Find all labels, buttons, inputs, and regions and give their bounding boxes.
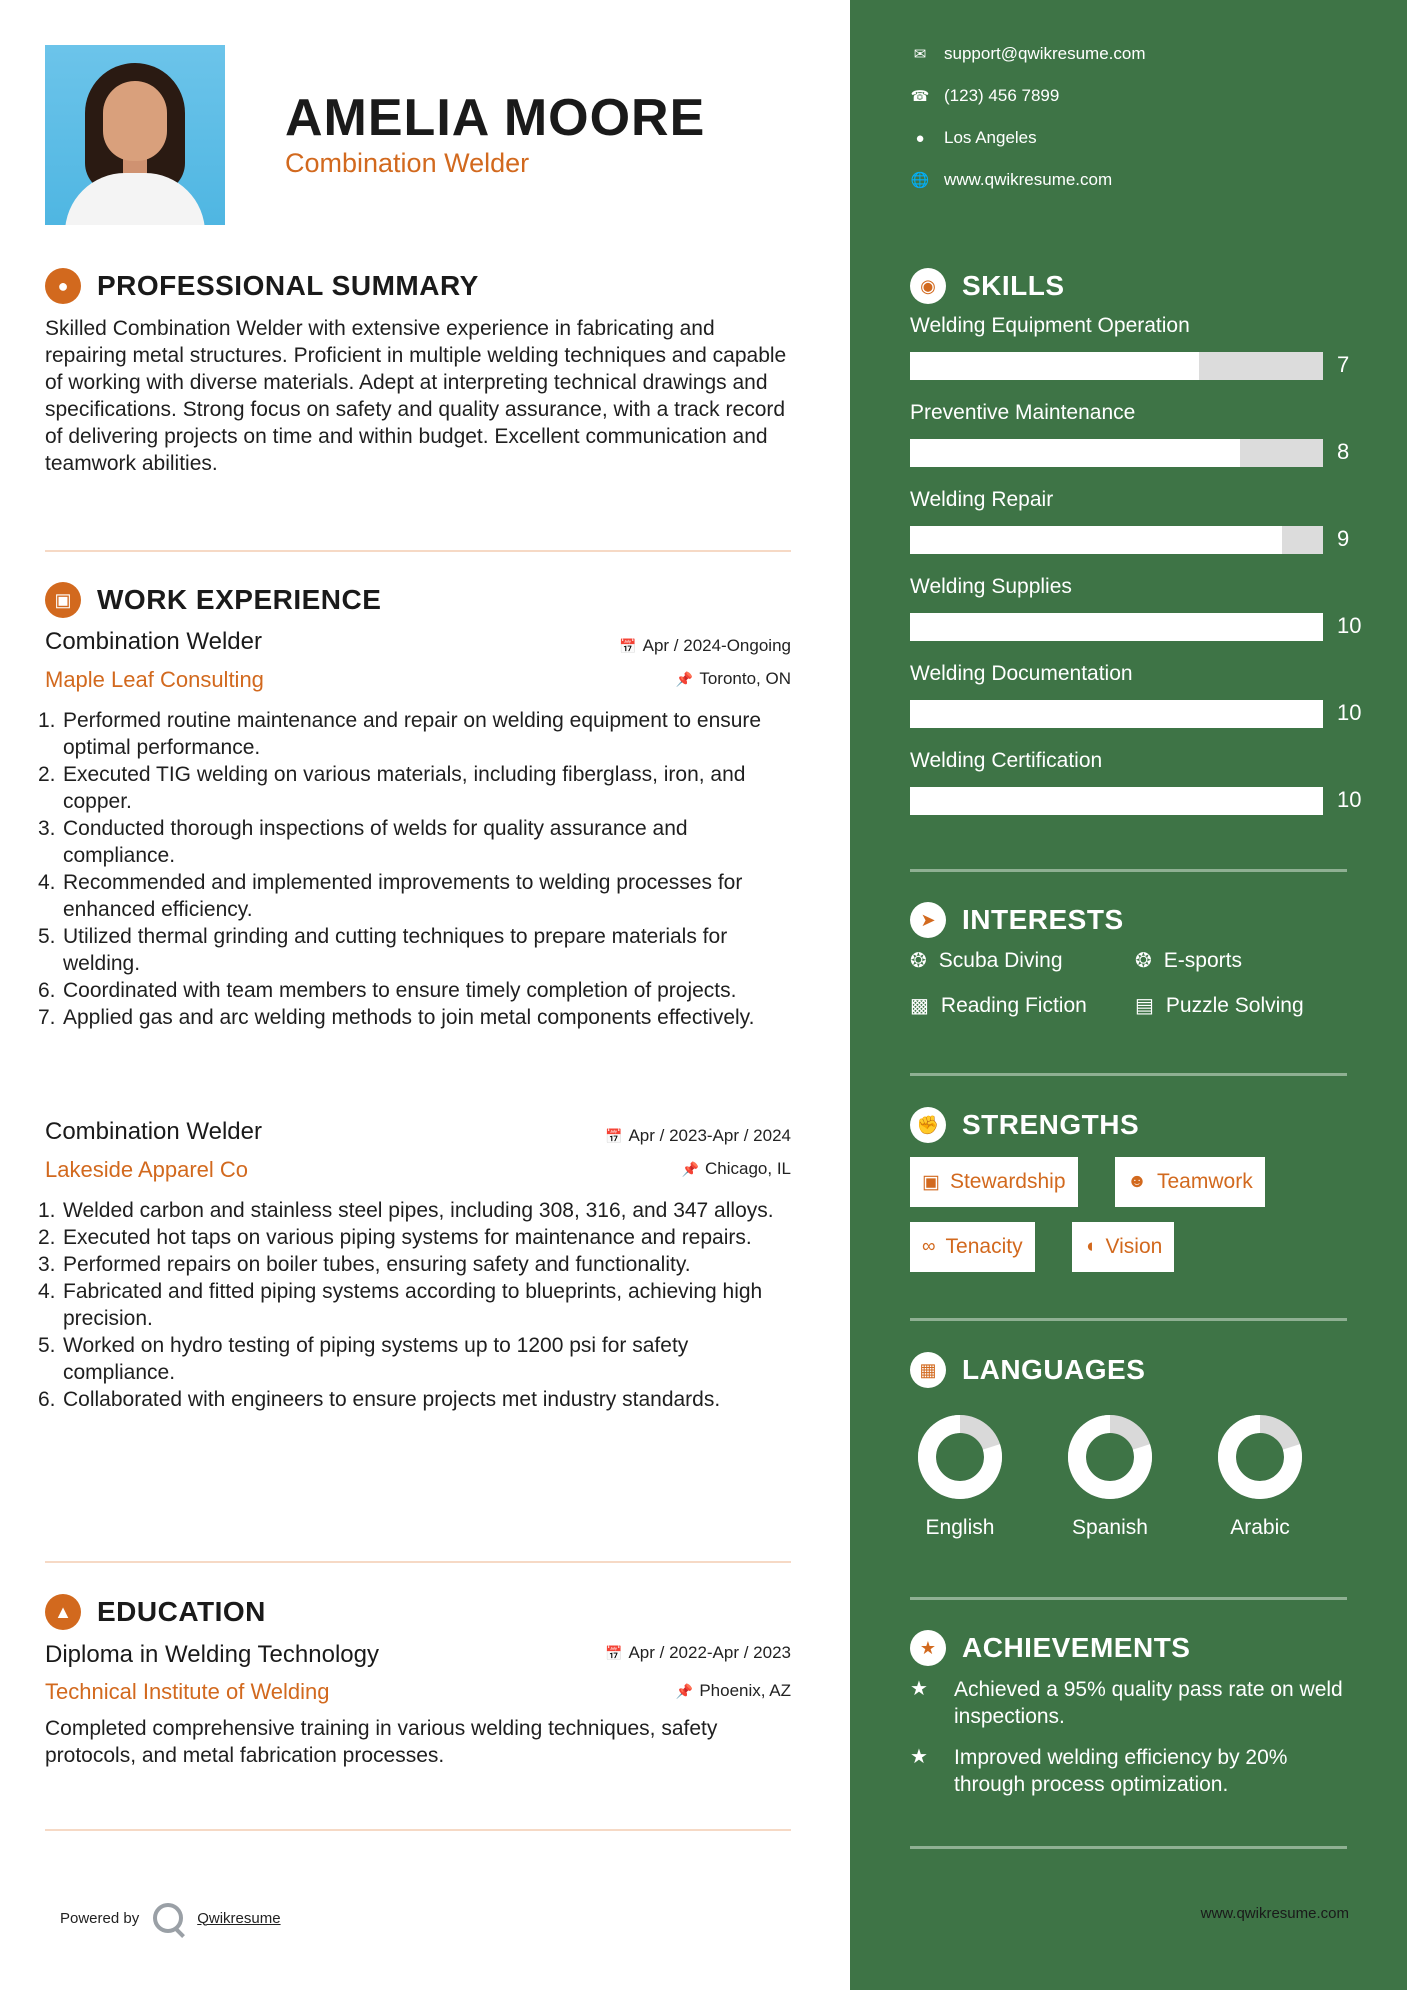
language-spanish — [1060, 1412, 1160, 1540]
pin-icon: 📌 — [675, 671, 694, 687]
interests-header — [910, 902, 1124, 938]
shooting-star-icon: ★ — [910, 1678, 928, 1700]
job-company: Maple Leaf Consulting — [45, 667, 264, 692]
powered-by: Powered by Qwikresume — [60, 1903, 281, 1933]
strength-chip: ▣ Stewardship — [910, 1157, 1078, 1207]
skill-bar — [910, 700, 1323, 728]
job-company: Lakeside Apparel Co — [45, 1157, 249, 1182]
skill-bar — [910, 613, 1323, 641]
education-heading: EDUCATION — [97, 1596, 266, 1627]
divider — [45, 1829, 791, 1831]
sidebar — [850, 0, 1407, 1990]
achievements-header — [910, 1630, 1190, 1666]
lightbulb-icon: ◉ — [910, 268, 946, 304]
interest-item: ❂ Scuba Diving — [910, 948, 1063, 972]
skills-heading: SKILLS — [962, 270, 1065, 301]
book-icon: ▤ — [1135, 995, 1154, 1017]
list-item: 2. Executed hot taps on various piping systems for maintenance and repairs. — [38, 1226, 752, 1249]
contact-email[interactable]: ✉ support@qwikresume.com — [910, 44, 1146, 64]
qwikresume-logo-icon — [153, 1903, 183, 1933]
language-donut — [1065, 1412, 1155, 1502]
list-item: 5. Utilized thermal grinding and cutting techniques to prepare materials for welding. — [38, 925, 728, 975]
job-bullets — [38, 707, 798, 1031]
language-label: Arabic — [1230, 1516, 1290, 1539]
skill-bar — [910, 352, 1323, 380]
brand-link[interactable]: Qwikresume — [197, 1909, 281, 1927]
binoculars-icon: ◖ — [1084, 1236, 1096, 1257]
envelope-icon: ✉ — [913, 46, 927, 63]
summary-heading: PROFESSIONAL SUMMARY — [97, 270, 479, 301]
list-item: 4. Fabricated and fitted piping systems according to blueprints, achieving high precision. — [38, 1280, 763, 1330]
profile-photo — [45, 45, 225, 225]
summary-text: Skilled Combination Welder with extensive experience in fabricating and repairing metal structures. Proficient in multiple welding techniques and capable of working with diverse materials. Adept at interpreting technical drawings and specifications. Strong focus on safety and quality assurance, with a track record of delivering projects on time and within budget. Excellent communication and teamwork abilities. — [45, 317, 787, 475]
chair-icon: ▣ — [45, 582, 81, 618]
divider — [910, 1073, 1347, 1076]
list-item: 1. Welded carbon and stainless steel pipes, including 308, 316, and 347 alloys. — [38, 1199, 774, 1222]
strengths-header — [910, 1107, 1139, 1143]
footer-url[interactable]: www.qwikresume.com — [1200, 1905, 1349, 1922]
candidate-title: Combination Welder — [285, 148, 530, 178]
pin-icon: 📌 — [681, 1161, 699, 1177]
skill-bar-fill — [910, 526, 1282, 554]
list-item: 6. Collaborated with engineers to ensure projects met industry standards. — [38, 1388, 721, 1411]
skill-bar-fill — [910, 352, 1199, 380]
calendar-icon: 📅 — [619, 638, 637, 654]
skills-header — [910, 268, 1065, 304]
divider — [910, 1597, 1347, 1600]
skill-label: Welding Documentation — [910, 662, 1133, 685]
skill-label: Welding Certification — [910, 749, 1103, 772]
language-label: English — [925, 1516, 995, 1539]
lifebuoy-icon: ❂ — [910, 950, 927, 972]
skill-bar-fill — [910, 613, 1323, 641]
achievement-item: ★ Improved welding efficiency by 20% through process optimization. — [910, 1746, 1288, 1796]
list-item: 4. Recommended and implemented improvements to welding processes for enhanced efficiency. — [38, 871, 743, 921]
strengths-heading: STRENGTHS — [962, 1109, 1140, 1140]
job-location: 📌 Toronto, ON — [675, 669, 791, 688]
interest-item: ▩ Reading Fiction — [910, 993, 1087, 1017]
language-arabic — [1210, 1412, 1310, 1540]
gamepad-icon: ▩ — [910, 995, 929, 1017]
skill-label: Preventive Maintenance — [910, 401, 1136, 424]
link-icon: ∞ — [922, 1236, 936, 1257]
divider — [910, 1846, 1347, 1849]
fist-icon: ✊ — [910, 1107, 946, 1143]
skill-bar-fill — [910, 439, 1240, 467]
contact-phone[interactable]: ☎ (123) 456 7899 — [910, 86, 1060, 105]
briefcase-icon: ▣ — [922, 1171, 940, 1193]
shooting-star-icon: ★ — [910, 1746, 928, 1768]
interest-item: ▤ Puzzle Solving — [1135, 993, 1304, 1017]
users-icon: ☻ — [1127, 1171, 1147, 1192]
job-date: 📅 Apr / 2023-Apr / 2024 — [605, 1126, 791, 1145]
language-donut — [1215, 1412, 1305, 1502]
skill-bar — [910, 526, 1323, 554]
language-label: Spanish — [1072, 1516, 1148, 1539]
pin-icon: 📌 — [675, 1683, 694, 1699]
summary-header — [45, 268, 479, 304]
skill-bar-fill — [910, 700, 1323, 728]
divider — [910, 1318, 1347, 1321]
skill-label: Welding Supplies — [910, 575, 1072, 598]
education-degree: Diploma in Welding Technology — [45, 1641, 379, 1668]
list-item: 1. Performed routine maintenance and repair on welding equipment to ensure optimal performance. — [38, 709, 762, 759]
lifebuoy-icon: ❂ — [1135, 950, 1152, 972]
education-school: Technical Institute of Welding — [45, 1679, 330, 1704]
skill-score: 10 — [1337, 700, 1362, 725]
experience-heading: WORK EXPERIENCE — [97, 584, 382, 615]
skill-score: 7 — [1337, 352, 1350, 377]
calendar-icon: 📅 — [605, 1128, 623, 1144]
achievements-heading: ACHIEVEMENTS — [962, 1632, 1191, 1663]
skill-score: 10 — [1337, 613, 1362, 638]
skill-label: Welding Repair — [910, 488, 1054, 511]
list-item: 3. Performed repairs on boiler tubes, ensuring safety and functionality. — [38, 1253, 691, 1276]
list-item: 2. Executed TIG welding on various materials, including fiberglass, iron, and copper. — [38, 763, 746, 813]
job-bullets — [38, 1197, 798, 1413]
language-english — [910, 1412, 1010, 1540]
education-date: 📅 Apr / 2022-Apr / 2023 — [605, 1643, 791, 1662]
map-pin-icon: ● — [915, 129, 925, 147]
graduate-icon: ▲ — [45, 1594, 81, 1630]
interest-item: ❂ E-sports — [1135, 948, 1242, 972]
skill-score: 9 — [1337, 526, 1350, 551]
achievement-item: ★ Achieved a 95% quality pass rate on weld inspections. — [910, 1678, 1343, 1728]
strength-chip: ◖ Vision — [1072, 1222, 1174, 1272]
experience-header — [45, 582, 381, 618]
list-item: 6. Coordinated with team members to ensure timely completion of projects. — [38, 979, 737, 1002]
strength-chip: ☻ Teamwork — [1115, 1157, 1265, 1207]
skill-bar-fill — [910, 787, 1323, 815]
strength-chip: ∞ Tenacity — [910, 1222, 1035, 1272]
candidate-name: AMELIA MOORE — [285, 89, 706, 147]
job-location: 📌 Chicago, IL — [681, 1159, 791, 1178]
skill-bar — [910, 439, 1323, 467]
list-item: 7. Applied gas and arc welding methods to join metal components effectively. — [38, 1006, 755, 1029]
skill-score: 10 — [1337, 787, 1362, 812]
phone-icon: ☎ — [910, 88, 930, 105]
job-date: 📅 Apr / 2024-Ongoing — [619, 636, 791, 655]
languages-header — [910, 1352, 1145, 1388]
divider — [910, 869, 1347, 872]
skill-label: Welding Equipment Operation — [910, 314, 1190, 337]
list-item: 3. Conducted thorough inspections of welds for quality assurance and compliance. — [38, 817, 688, 867]
languages-heading: LANGUAGES — [962, 1354, 1146, 1385]
user-icon: ● — [45, 268, 81, 304]
education-header — [45, 1594, 266, 1630]
divider — [45, 550, 791, 552]
interests-heading: INTERESTS — [962, 904, 1124, 935]
education-location: 📌 Phoenix, AZ — [675, 1681, 791, 1700]
skill-score: 8 — [1337, 439, 1350, 464]
list-item: 5. Worked on hydro testing of piping systems up to 1200 psi for safety compliance. — [38, 1334, 689, 1384]
star-icon: ★ — [910, 1630, 946, 1666]
divider — [45, 1561, 791, 1563]
paper-plane-icon: ➤ — [910, 902, 946, 938]
job-title: Combination Welder — [45, 1118, 262, 1145]
skill-bar — [910, 787, 1323, 815]
language-donut — [915, 1412, 1005, 1502]
contact-website[interactable]: 🌐 www.qwikresume.com — [910, 170, 1113, 189]
contact-location: ● Los Angeles — [910, 128, 1037, 148]
calendar-icon: 📅 — [605, 1645, 623, 1661]
education-description: Completed comprehensive training in various welding techniques, safety protocols, and metal fabrication processes. — [45, 1717, 718, 1767]
job-title: Combination Welder — [45, 628, 262, 655]
globe-icon: 🌐 — [910, 172, 930, 189]
language-icon: ▦ — [910, 1352, 946, 1388]
